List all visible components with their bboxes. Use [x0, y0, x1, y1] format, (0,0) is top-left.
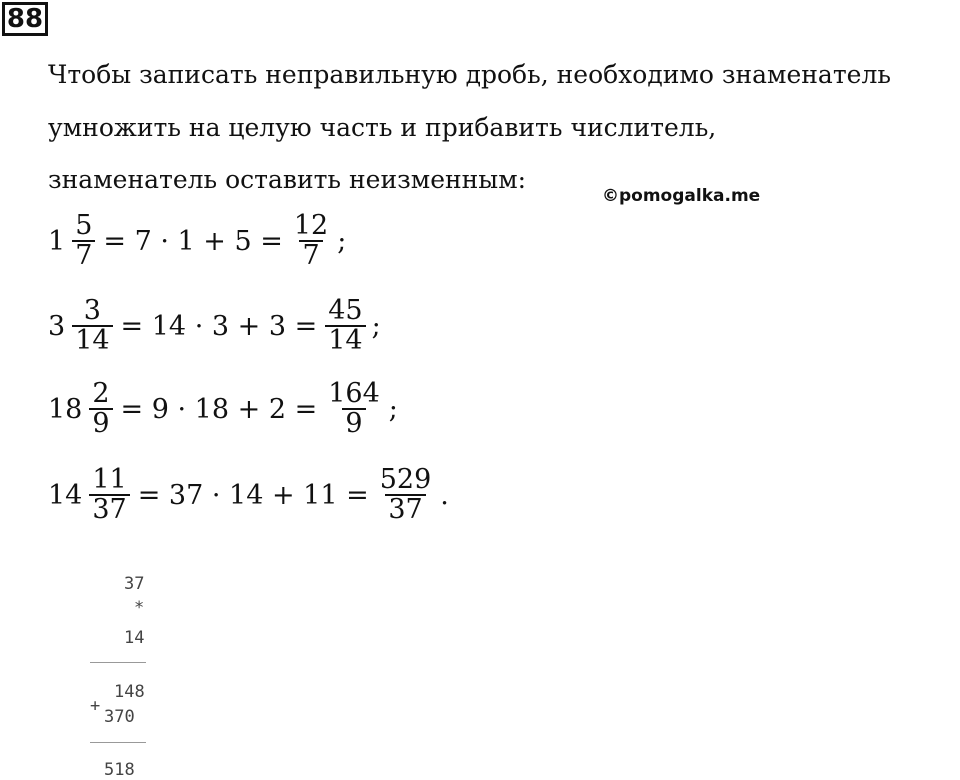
equation-4-numerator: 11	[92, 464, 127, 495]
calc-multiplicand: 37	[124, 574, 145, 594]
equation-1-result-numerator: 12	[293, 210, 329, 241]
watermark: ©pomogalka.me	[602, 186, 761, 206]
intro-line-1: Чтобы записать неправильную дробь, необходимо знаменатель	[48, 60, 891, 89]
equation-3-numerator: 2	[92, 378, 110, 409]
calc-divider-2	[90, 742, 146, 743]
calc-multiplier: 14	[124, 628, 145, 648]
equation-2-numerator: 3	[83, 295, 101, 326]
equation-1-denominator: 7	[72, 240, 95, 270]
equation-3-whole: 18	[48, 393, 83, 425]
equation-1-fraction	[72, 212, 95, 271]
equation-1-result-denominator: 7	[299, 240, 322, 270]
calc-divider-1	[90, 662, 146, 663]
equation-1	[48, 212, 346, 271]
equation-3-fraction	[89, 380, 112, 439]
equation-3-result-fraction	[325, 380, 383, 439]
calc-times-sign: *	[134, 598, 145, 618]
equation-2-result-fraction	[325, 297, 365, 356]
equation-4-result-denominator: 37	[385, 494, 425, 524]
equation-1-expression: = 7 · 1 + 5 =	[103, 225, 283, 257]
equation-4-result-fraction	[377, 466, 435, 525]
equation-1-result-fraction	[291, 212, 331, 271]
equation-2-whole: 3	[48, 310, 66, 342]
equation-2-expression: = 14 · 3 + 3 =	[120, 310, 318, 342]
equation-4-fraction	[89, 466, 129, 525]
equation-4-whole: 14	[48, 479, 83, 511]
equation-4-expression: = 37 · 14 + 11 =	[137, 479, 369, 511]
calc-partial-1: 148	[114, 682, 145, 702]
equation-2-punctuation: ;	[371, 310, 381, 342]
equation-1-numerator: 5	[75, 210, 93, 241]
intro-line-2: умножить на целую часть и прибавить числитель,	[48, 113, 717, 142]
calc-partial-2: 370	[104, 707, 135, 727]
equation-1-punctuation: ;	[337, 225, 347, 257]
problem-number: 88	[6, 4, 44, 34]
equation-4	[48, 466, 449, 525]
calc-result: 518	[104, 760, 135, 780]
equation-2-result-numerator: 45	[328, 295, 363, 326]
calc-plus-sign: +	[90, 696, 101, 716]
equation-3-result-numerator: 164	[328, 378, 380, 409]
intro-line-3: знаменатель оставить неизменным:	[48, 165, 527, 194]
equation-2-fraction	[72, 297, 112, 356]
equation-2-denominator: 14	[72, 325, 112, 355]
equation-1-whole: 1	[48, 225, 66, 257]
equation-2-result-denominator: 14	[325, 325, 365, 355]
equation-3-punctuation: ;	[388, 393, 398, 425]
equation-4-denominator: 37	[89, 494, 129, 524]
problem-number-badge	[2, 2, 48, 36]
equation-4-punctuation: .	[440, 479, 449, 511]
equation-3-result-denominator: 9	[342, 408, 365, 438]
equation-3-denominator: 9	[89, 408, 112, 438]
equation-3	[48, 380, 398, 439]
equation-4-result-numerator: 529	[379, 464, 432, 495]
equation-2	[48, 297, 381, 356]
equation-3-expression: = 9 · 18 + 2 =	[120, 393, 318, 425]
